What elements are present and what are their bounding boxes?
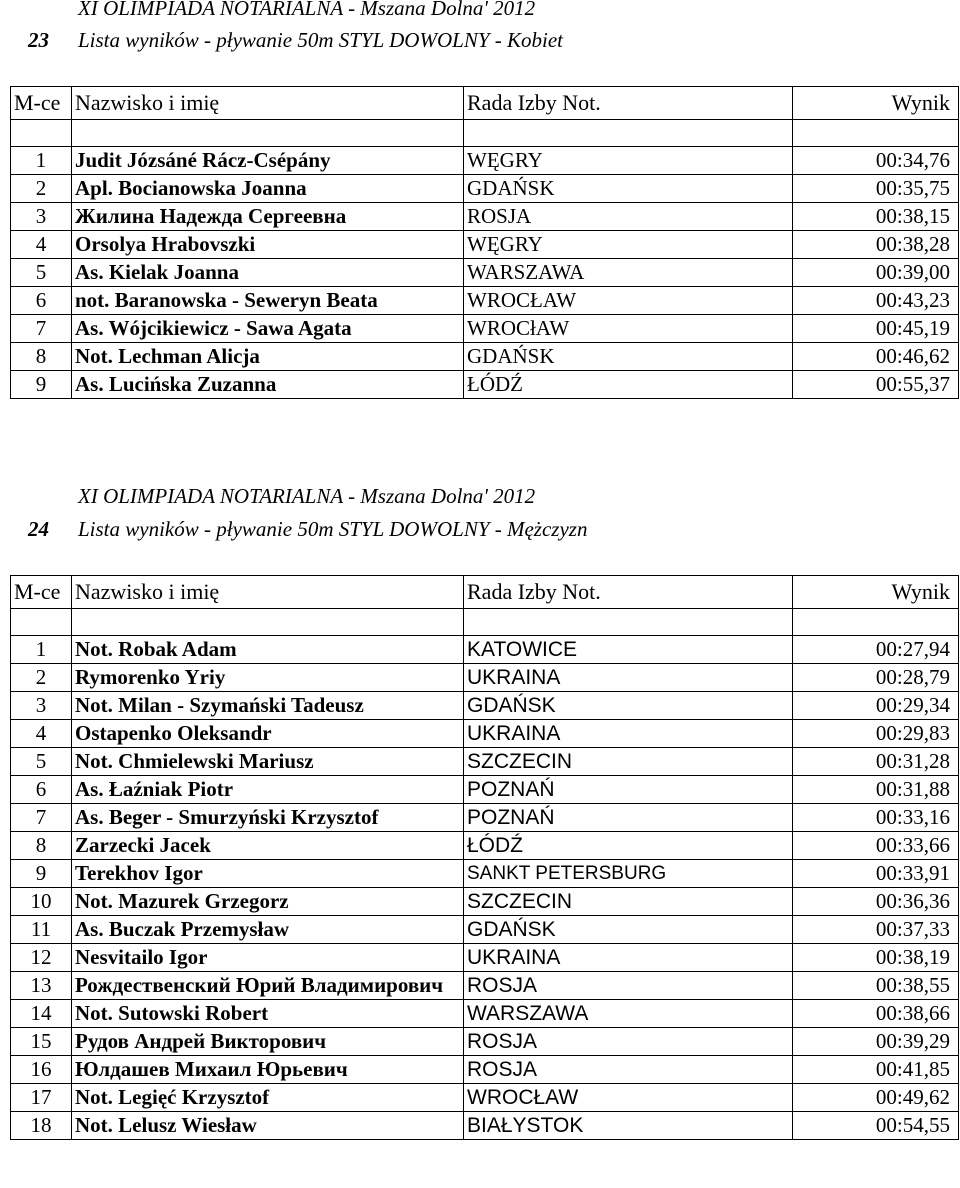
- result-cell: 00:38,66: [793, 1000, 959, 1028]
- table-row: [11, 315, 959, 343]
- position-cell: 4: [11, 720, 72, 748]
- table-row: [11, 1028, 959, 1056]
- result-cell: 00:45,19: [793, 315, 959, 343]
- club-cell: KATOWICE: [464, 636, 793, 664]
- table-row: [11, 203, 959, 231]
- club-cell: GDAŃSK: [464, 692, 793, 720]
- position-cell: 1: [11, 147, 72, 175]
- result-cell: 00:38,55: [793, 972, 959, 1000]
- spacer-row: [11, 609, 959, 636]
- header-name: Nazwisko i imię: [72, 87, 464, 120]
- club-cell: GDAŃSK: [464, 343, 793, 371]
- table-row: [11, 748, 959, 776]
- table-row: [11, 371, 959, 399]
- club-cell: SANKT PETERSBURG: [464, 860, 793, 888]
- table-row: [11, 692, 959, 720]
- club-cell: WĘGRY: [464, 147, 793, 175]
- result-cell: 00:46,62: [793, 343, 959, 371]
- name-cell: Not. Milan - Szymański Tadeusz: [72, 692, 464, 720]
- result-cell: 00:33,66: [793, 832, 959, 860]
- table-row: [11, 972, 959, 1000]
- name-cell: Not. Chmielewski Mariusz: [72, 748, 464, 776]
- name-cell: Not. Lelusz Wiesław: [72, 1112, 464, 1140]
- position-cell: 7: [11, 804, 72, 832]
- position-cell: 6: [11, 776, 72, 804]
- name-cell: Orsolya Hrabovszki: [72, 231, 464, 259]
- table-row: [11, 259, 959, 287]
- name-cell: As. Wójcikiewicz - Sawa Agata: [72, 315, 464, 343]
- result-cell: 00:38,19: [793, 944, 959, 972]
- position-cell: 12: [11, 944, 72, 972]
- result-cell: 00:27,94: [793, 636, 959, 664]
- result-cell: 00:34,76: [793, 147, 959, 175]
- result-cell: 00:55,37: [793, 371, 959, 399]
- name-cell: As. Kielak Joanna: [72, 259, 464, 287]
- club-cell: GDAŃSK: [464, 175, 793, 203]
- result-cell: 00:39,00: [793, 259, 959, 287]
- table-row: [11, 664, 959, 692]
- table-header-row: [11, 87, 959, 120]
- table-row: [11, 1056, 959, 1084]
- results-table-men: [10, 575, 959, 1140]
- position-cell: 13: [11, 972, 72, 1000]
- result-cell: 00:31,88: [793, 776, 959, 804]
- table-row: [11, 832, 959, 860]
- result-cell: 00:39,29: [793, 1028, 959, 1056]
- position-cell: 4: [11, 231, 72, 259]
- name-cell: As. Lucińska Zuzanna: [72, 371, 464, 399]
- club-cell: WROCłAW: [464, 315, 793, 343]
- position-cell: 2: [11, 175, 72, 203]
- club-cell: UKRAINA: [464, 944, 793, 972]
- position-cell: 6: [11, 287, 72, 315]
- section2-subtitle: Lista wyników - pływanie 50m STYL DOWOLNY - Mężczyzn: [78, 517, 588, 541]
- name-cell: Nesvitailo Igor: [72, 944, 464, 972]
- name-cell: Жилина Надежда Сергеевна: [72, 203, 464, 231]
- table-row: [11, 1084, 959, 1112]
- club-cell: WARSZAWA: [464, 1000, 793, 1028]
- result-cell: 00:28,79: [793, 664, 959, 692]
- header-pos: M-ce: [11, 576, 72, 609]
- club-cell: WROCŁAW: [464, 1084, 793, 1112]
- table-row: [11, 636, 959, 664]
- result-cell: 00:54,55: [793, 1112, 959, 1140]
- header-result: Wynik: [793, 87, 959, 120]
- position-cell: 7: [11, 315, 72, 343]
- name-cell: Рудов Андрей Викторович: [72, 1028, 464, 1056]
- table-row: [11, 175, 959, 203]
- table-row: [11, 343, 959, 371]
- section1-title: XI OLIMPIADA NOTARIALNA - Mszana Dolna' 2012: [78, 0, 536, 20]
- name-cell: Not. Sutowski Robert: [72, 1000, 464, 1028]
- name-cell: Ostapenko Oleksandr: [72, 720, 464, 748]
- name-cell: As. Beger - Smurzyński Krzysztof: [72, 804, 464, 832]
- header-club: Rada Izby Not.: [464, 87, 793, 120]
- position-cell: 5: [11, 748, 72, 776]
- position-cell: 15: [11, 1028, 72, 1056]
- name-cell: Apl. Bocianowska Joanna: [72, 175, 464, 203]
- result-cell: 00:36,36: [793, 888, 959, 916]
- result-cell: 00:33,91: [793, 860, 959, 888]
- name-cell: Not. Robak Adam: [72, 636, 464, 664]
- position-cell: 10: [11, 888, 72, 916]
- name-cell: Not. Lechman Alicja: [72, 343, 464, 371]
- table-row: [11, 860, 959, 888]
- name-cell: Rymorenko Yriy: [72, 664, 464, 692]
- club-cell: POZNAŃ: [464, 804, 793, 832]
- club-cell: ROSJA: [464, 1028, 793, 1056]
- position-cell: 8: [11, 832, 72, 860]
- club-cell: WROCŁAW: [464, 287, 793, 315]
- club-cell: ROSJA: [464, 972, 793, 1000]
- table-row: [11, 776, 959, 804]
- section2-number: 24: [28, 517, 49, 541]
- position-cell: 17: [11, 1084, 72, 1112]
- header-club: Rada Izby Not.: [464, 576, 793, 609]
- result-cell: 00:31,28: [793, 748, 959, 776]
- club-cell: WĘGRY: [464, 231, 793, 259]
- club-cell: ROSJA: [464, 203, 793, 231]
- section2-title: XI OLIMPIADA NOTARIALNA - Mszana Dolna' 2012: [78, 484, 536, 508]
- result-cell: 00:43,23: [793, 287, 959, 315]
- position-cell: 9: [11, 371, 72, 399]
- name-cell: Not. Legięć Krzysztof: [72, 1084, 464, 1112]
- result-cell: 00:33,16: [793, 804, 959, 832]
- table-row: [11, 804, 959, 832]
- club-cell: BIAŁYSTOK: [464, 1112, 793, 1140]
- table-header-row: [11, 576, 959, 609]
- table-row: [11, 147, 959, 175]
- header-name: Nazwisko i imię: [72, 576, 464, 609]
- club-cell: ŁÓDŹ: [464, 832, 793, 860]
- club-cell: ROSJA: [464, 1056, 793, 1084]
- header-pos: M-ce: [11, 87, 72, 120]
- table-row: [11, 916, 959, 944]
- name-cell: Not. Mazurek Grzegorz: [72, 888, 464, 916]
- result-cell: 00:38,28: [793, 231, 959, 259]
- position-cell: 8: [11, 343, 72, 371]
- result-cell: 00:37,33: [793, 916, 959, 944]
- club-cell: SZCZECIN: [464, 748, 793, 776]
- table-row: [11, 287, 959, 315]
- result-cell: 00:29,83: [793, 720, 959, 748]
- result-cell: 00:41,85: [793, 1056, 959, 1084]
- club-cell: ŁÓDŹ: [464, 371, 793, 399]
- position-cell: 16: [11, 1056, 72, 1084]
- result-cell: 00:29,34: [793, 692, 959, 720]
- position-cell: 2: [11, 664, 72, 692]
- position-cell: 1: [11, 636, 72, 664]
- table-row: [11, 888, 959, 916]
- result-cell: 00:49,62: [793, 1084, 959, 1112]
- name-cell: Zarzecki Jacek: [72, 832, 464, 860]
- name-cell: Terekhov Igor: [72, 860, 464, 888]
- club-cell: SZCZECIN: [464, 888, 793, 916]
- name-cell: Рождественский Юрий Владимирович: [72, 972, 464, 1000]
- club-cell: WARSZAWA: [464, 259, 793, 287]
- table-row: [11, 720, 959, 748]
- name-cell: Judit Józsáné Rácz-Csépány: [72, 147, 464, 175]
- table-row: [11, 944, 959, 972]
- section1-number: 23: [28, 28, 49, 52]
- club-cell: GDAŃSK: [464, 916, 793, 944]
- position-cell: 9: [11, 860, 72, 888]
- results-table-women: [10, 86, 959, 399]
- position-cell: 3: [11, 203, 72, 231]
- table-row: [11, 1112, 959, 1140]
- section1-subtitle: Lista wyników - pływanie 50m STYL DOWOLNY - Kobiet: [78, 28, 563, 52]
- table-row: [11, 231, 959, 259]
- name-cell: Юлдашев Михаил Юрьевич: [72, 1056, 464, 1084]
- position-cell: 11: [11, 916, 72, 944]
- club-cell: POZNAŃ: [464, 776, 793, 804]
- name-cell: As. Łaźniak Piotr: [72, 776, 464, 804]
- club-cell: UKRAINA: [464, 664, 793, 692]
- position-cell: 3: [11, 692, 72, 720]
- club-cell: UKRAINA: [464, 720, 793, 748]
- table-row: [11, 1000, 959, 1028]
- header-result: Wynik: [793, 576, 959, 609]
- name-cell: not. Baranowska - Seweryn Beata: [72, 287, 464, 315]
- position-cell: 5: [11, 259, 72, 287]
- result-cell: 00:35,75: [793, 175, 959, 203]
- result-cell: 00:38,15: [793, 203, 959, 231]
- position-cell: 18: [11, 1112, 72, 1140]
- name-cell: As. Buczak Przemysław: [72, 916, 464, 944]
- spacer-row: [11, 120, 959, 147]
- position-cell: 14: [11, 1000, 72, 1028]
